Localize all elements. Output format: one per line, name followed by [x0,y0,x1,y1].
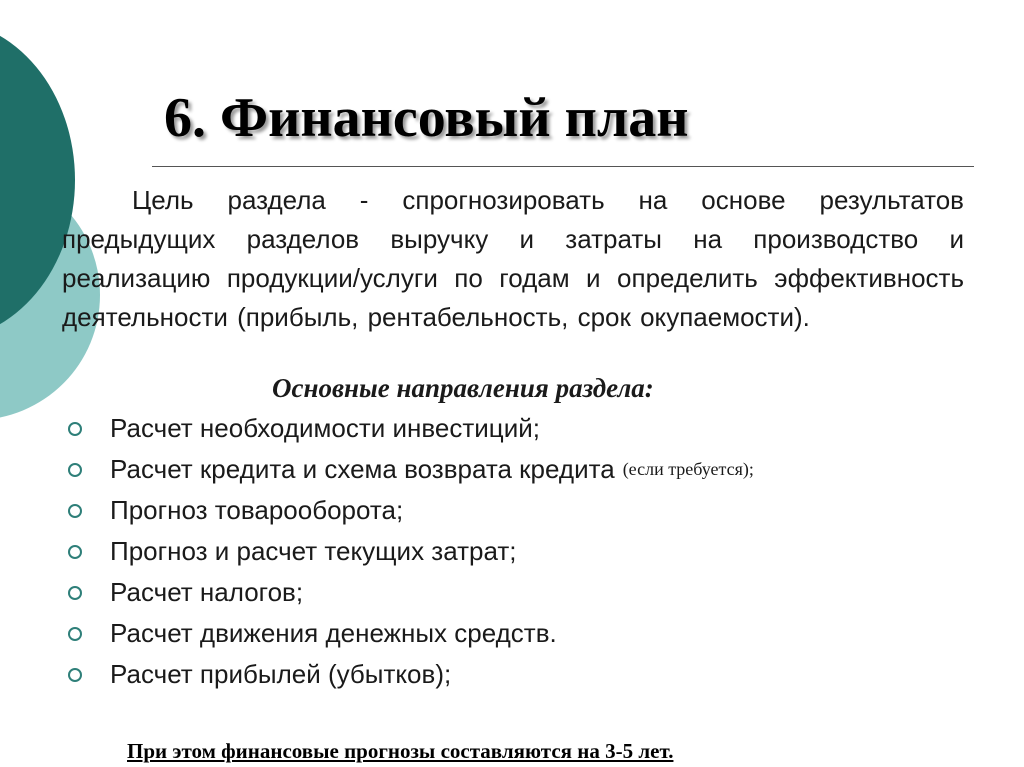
list-item [68,449,754,490]
list-item-text: Расчет прибылей (убытков); [110,659,452,689]
bullet-icon [68,627,82,641]
bullet-icon [68,668,82,682]
bullet-icon [68,422,82,436]
list-item [68,408,754,449]
list-item [68,613,754,654]
list-item [68,531,754,572]
list-item [68,490,754,531]
list-item-text: Расчет движения денежных средств. [110,618,557,648]
list-item-text: Расчет необходимости инвестиций; [110,413,540,443]
bullet-icon [68,545,82,559]
intro-paragraph: Цель раздела - спрогнозировать на основе результатов предыдущих разделов выручку и затраты на производство и реализацию продукции/услуги по годам и определить эффективность деятельности (прибыль, рентабельность, срок окупаемости). [62,185,964,332]
bullet-icon [68,463,82,477]
list-item-text: Расчет кредита и схема возврата кредита [110,454,615,484]
bullet-icon [68,504,82,518]
list-item-text: Прогноз и расчет текущих затрат; [110,536,517,566]
directions-list [68,408,754,695]
list-item [68,654,754,695]
list-item-text: Расчет налогов; [110,577,304,607]
bullet-icon [68,586,82,600]
list-item [68,572,754,613]
directions-heading: Основные направления раздела: [272,373,654,403]
list-item-text: Прогноз товарооборота; [110,495,404,525]
title-divider [152,166,974,167]
footer-note: При этом финансовые прогнозы составляются на 3-5 лет. [127,739,674,763]
slide-title: 6. Финансовый план [164,87,689,149]
list-item-note: (если требуется); [622,459,754,479]
